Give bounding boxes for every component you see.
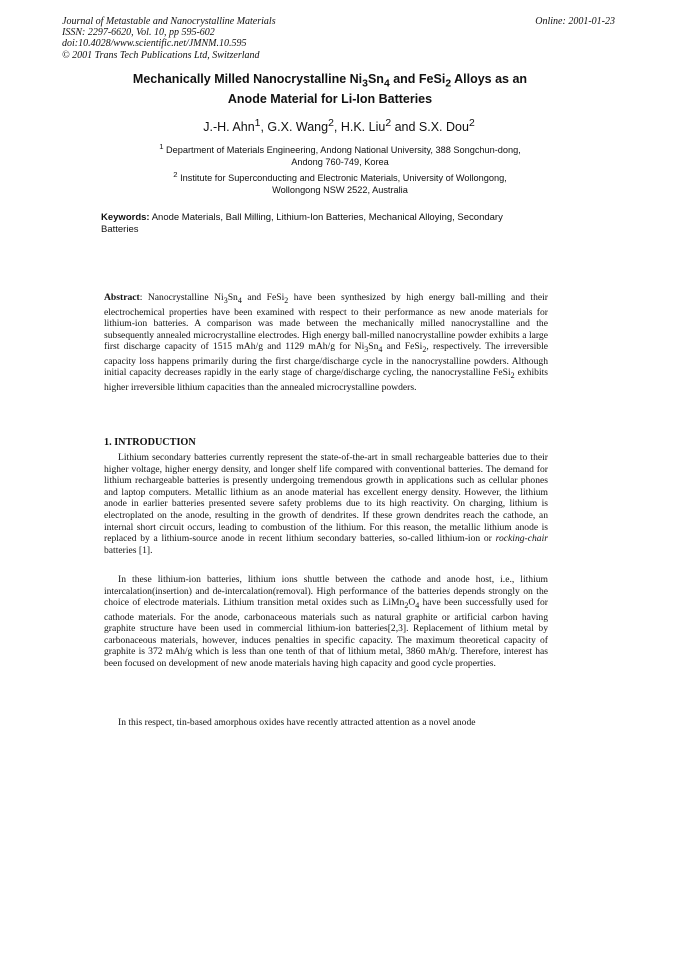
abstract: Abstract: Nanocrystalline $Ni_3Sn_4$ and FeSi$_2$ have been synthesized by high energy ball-milling and their electrochemical properties have been examined with respect to their performance as new anode materials for lithium-ion batteries. A comparison was made between the mechanically milled nanocrystalline and the subsequently annealed microcrystalline electrodes. High energy ball-milled nanocrystalline powder exhibits a large first discharge capacity of 1515 mAh/g and 1129 mAh/g for $Ni_3Sn_4$ and FeSi$_2$, respectively. The irreversible capacity loss happens primarily during the first charge/discharge cycle in the nanocrystalline powders. Although initial capacity decreases rapidly in the early stage of charge/discharge cycling, the nanocrystalline FeSi$_2$ exhibits higher irreversible lithium capacities than the annealed microcrystalline powders. — [104, 292, 549, 393]
abstract-label: Abstract — [104, 292, 140, 303]
online-date: Online: 2001-01-23 — [535, 16, 615, 27]
author-list: J.-H. Ahn$^1$, G.X. Wang$^2$, H.K. Liu$^2$ and S.X. Dou$^2$ — [203, 118, 475, 135]
copyright-line: © 2001 Trans Tech Publications Ltd, Switzerland — [62, 49, 260, 61]
intro-paragraph-3: In this respect, tin-based amorphous oxides have recently attracted attention as a novel anode — [118, 717, 476, 728]
affiliation-2: $^2$ Institute for Superconducting and Electronic Materials, University of Wollongong, Wollongong NSW 2522, Australia — [173, 170, 507, 195]
intro-paragraph-1: Lithium secondary batteries currently represent the state-of-the-art in small rechargeable batteries due to their higher voltage, higher energy density, and longer shelf life compared with conventional batteries. The demand for lithium rechargeable batteries is presently undergoing tremendous growth in applications such as cellular phones and laptop computers. Metallic lithium as an anode material has excellent energy density. However, the lithium anode in earlier batteries presented severe safety problems due to its high reactivity. On charging, lithium is electroplated on the anode, resulting in the growth of dendrites. If these grown dendrites reach the cathode, an internal short circuit occurs, leading to combustion of the lithium. For this reason, the metallic lithium anode is replaced by a lithium-source anode in recent lithium secondary batteries, so-called lithium-ion or rocking-chair batteries [1]. — [104, 452, 548, 556]
title-line-1: Mechanically Milled Nanocrystalline $Ni_3Sn_4$ and FeSi$_2$ Alloys as an — [132, 72, 528, 90]
keywords — [101, 212, 541, 236]
journal-header — [62, 16, 276, 61]
keywords-label: Keywords: — [101, 212, 150, 223]
journal-name: Journal of Metastable and Nanocrystalline Materials — [62, 16, 276, 27]
intro-paragraph-2: In these lithium-ion batteries, lithium ions shuttle between the cathode and anode host, i.e., lithium intercalation(insertion) and de-intercalation(removal). High performance of the batteries depends strongly on the choice of electrode materials. Lithium transition metal oxides such as $LiMn_2O_4$ have been successfully used for cathode materials. For the anode, carbonaceous materials such as natural graphite or artificial carbon having graphite structure have been used in commercial lithium-ion batteries[2,3]. Replacement of lithium metal by carbonaceous materials, however, induces penalties in specific capacity. The maximum theoretical capacity of graphite is 372 mAh/g which is less than one tenth of that of lithium metal, 3860 mAh/g. Therefore, interest has been focused on development of new anode materials having high capacity and good cycle properties. — [104, 574, 548, 670]
affiliation-1: $^1$ Department of Materials Engineering, Andong National University, 388 Songchun-dong, Andong 760-749, Korea — [159, 142, 521, 167]
keywords-text: Anode Materials, Ball Milling, Lithium-Ion Batteries, Mechanical Alloying, Secondary Batteries — [101, 212, 503, 235]
issn-line: ISSN: 2297-6620, Vol. 10, pp 595-602 — [62, 27, 215, 39]
doi-line: doi:10.4028/www.scientific.net/JMNM.10.595 — [62, 38, 247, 50]
title-line-2: Anode Material for Li-Ion Batteries — [227, 91, 433, 106]
paper-title — [110, 72, 550, 107]
section-heading: 1. INTRODUCTION — [104, 437, 196, 448]
